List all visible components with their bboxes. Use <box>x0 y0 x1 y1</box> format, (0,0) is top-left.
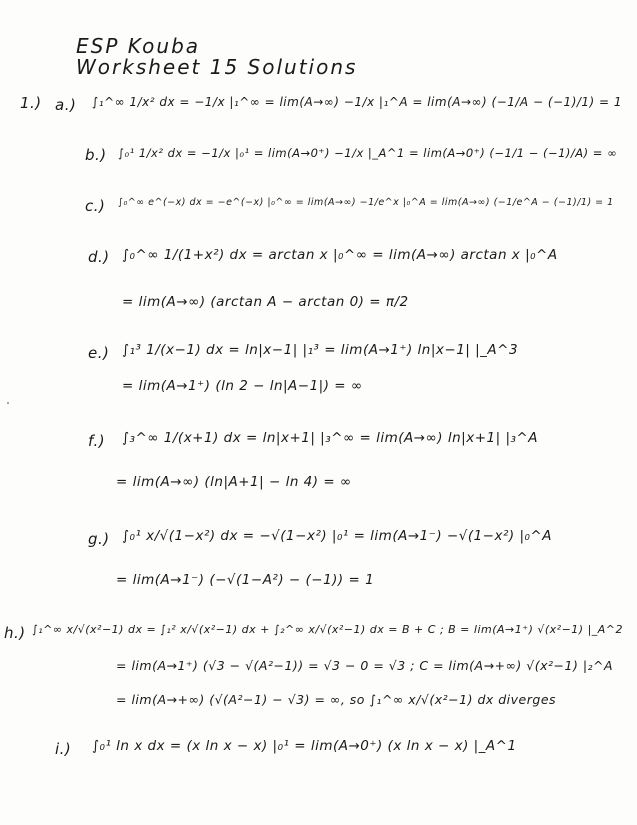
part-d-line-2: = lim(A→∞) (arctan A − arctan 0) = π/2 <box>122 294 409 310</box>
paper-speck <box>7 402 9 404</box>
part-h-line-1: ∫₁^∞ x/√(x²−1) dx = ∫₁² x/√(x²−1) dx + ∫₂^∞ x/√(x²−1) dx = B + C ; B = lim(A→1⁺) √(x²−1) |_A^2 <box>32 623 624 636</box>
part-d-line-1: ∫₀^∞ 1/(1+x²) dx = arctan x |₀^∞ = lim(A→∞) arctan x |₀^A <box>122 247 558 263</box>
part-h-label: h.) <box>4 624 26 642</box>
part-f-label: f.) <box>88 432 106 450</box>
part-d-label: d.) <box>88 248 110 266</box>
part-a-line-1: ∫₁^∞ 1/x² dx = −1/x |₁^∞ = lim(A→∞) −1/x |₁^A = lim(A→∞) (−1/A − (−1)/1) = 1 <box>92 95 623 109</box>
course-heading: ESP Kouba <box>76 34 201 58</box>
part-a-label: a.) <box>55 96 77 114</box>
part-f-line-1: ∫₃^∞ 1/(x+1) dx = ln|x+1| |₃^∞ = lim(A→∞) ln|x+1| |₃^A <box>122 430 538 446</box>
part-h-line-2: = lim(A→1⁺) (√3 − √(A²−1)) = √3 − 0 = √3 ; C = lim(A→+∞) √(x²−1) |₂^A <box>116 658 614 673</box>
part-c-line-1: ∫₀^∞ e^(−x) dx = −e^(−x) |₀^∞ = lim(A→∞) −1/e^x |₀^A = lim(A→∞) (−1/e^A − (−1)/1) = 1 <box>118 197 614 208</box>
part-g-label: g.) <box>88 530 110 548</box>
part-c-label: c.) <box>85 197 106 215</box>
part-f-line-2: = lim(A→∞) (ln|A+1| − ln 4) = ∞ <box>116 474 352 490</box>
part-b-line-1: ∫₀¹ 1/x² dx = −1/x |₀¹ = lim(A→0⁺) −1/x |_A^1 = lim(A→0⁺) (−1/1 − (−1)/A) = ∞ <box>118 146 618 160</box>
problem-number: 1.) <box>20 94 42 112</box>
part-g-line-2: = lim(A→1⁻) (−√(1−A²) − (−1)) = 1 <box>116 572 375 588</box>
part-i-label: i.) <box>55 740 72 758</box>
part-g-line-1: ∫₀¹ x/√(1−x²) dx = −√(1−x²) |₀¹ = lim(A→1⁻) −√(1−x²) |₀^A <box>122 528 552 544</box>
worksheet-title: Worksheet 15 Solutions <box>76 55 358 79</box>
part-e-label: e.) <box>88 344 110 362</box>
part-i-line-1: ∫₀¹ ln x dx = (x ln x − x) |₀¹ = lim(A→0⁺) (x ln x − x) |_A^1 <box>92 738 517 754</box>
part-e-line-1: ∫₁³ 1/(x−1) dx = ln|x−1| |₁³ = lim(A→1⁺) ln|x−1| |_A^3 <box>122 342 519 358</box>
part-b-label: b.) <box>85 146 107 164</box>
part-h-line-3: = lim(A→+∞) (√(A²−1) − √3) = ∞, so ∫₁^∞ x/√(x²−1) dx diverges <box>116 692 557 707</box>
part-e-line-2: = lim(A→1⁺) (ln 2 − ln|A−1|) = ∞ <box>122 378 363 394</box>
